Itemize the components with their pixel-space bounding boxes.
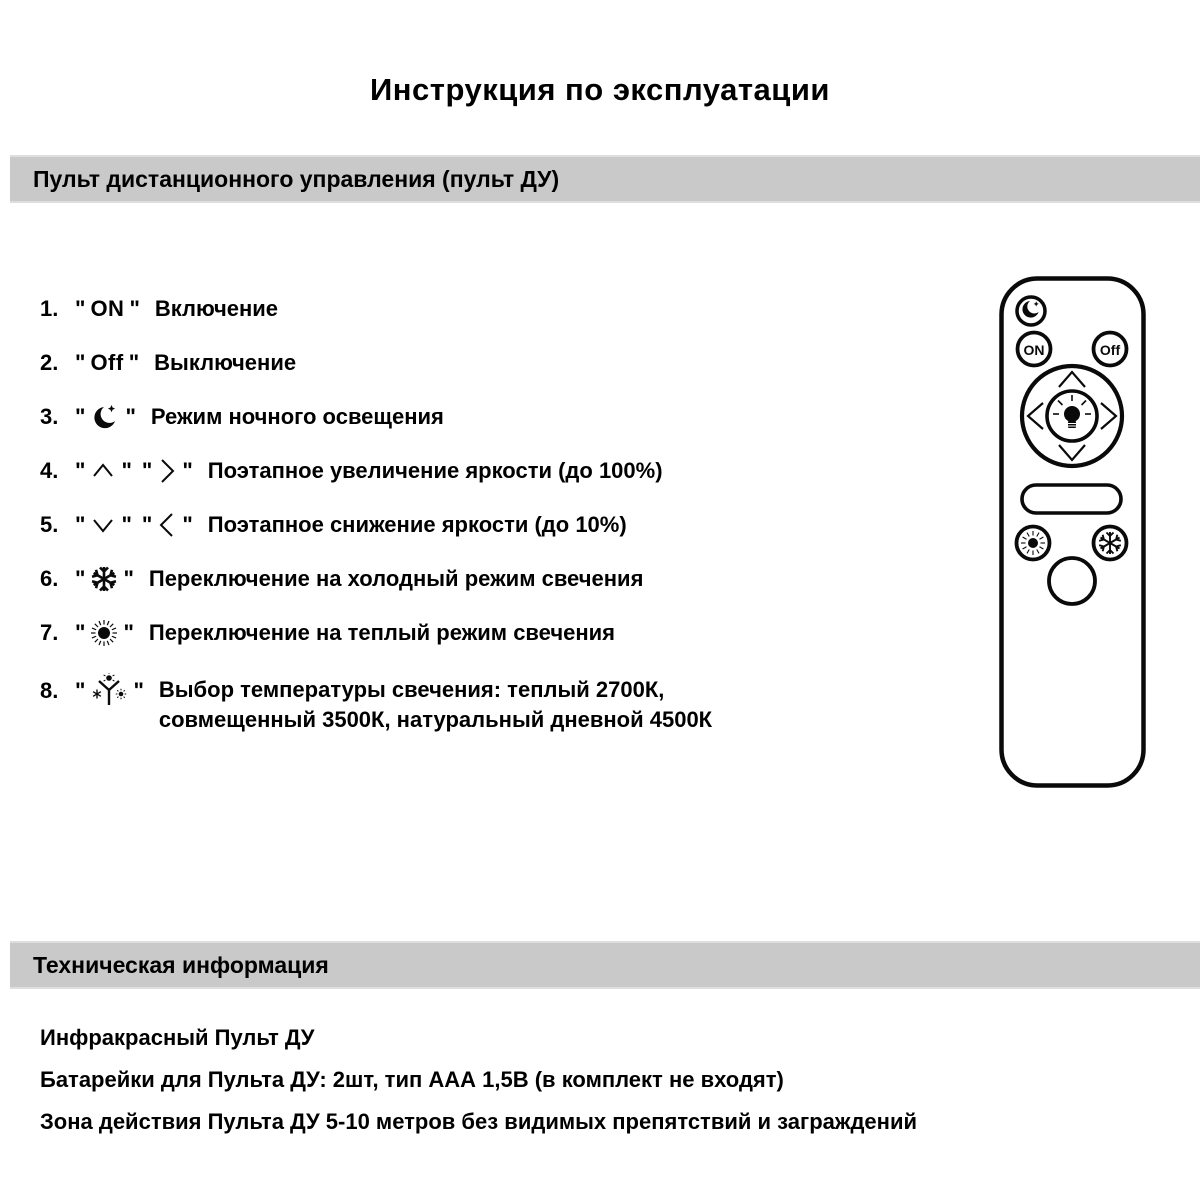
- quote-mark: ": [75, 404, 86, 429]
- chevron-left-icon: [157, 511, 177, 539]
- snowflake-icon: [90, 565, 118, 593]
- item-number: 7.: [40, 620, 59, 645]
- quote-mark: ": [121, 512, 132, 537]
- list-item: [40, 459, 970, 483]
- svg-text:Off: Off: [1099, 342, 1121, 358]
- quote-mark: ": [123, 620, 134, 645]
- item-label: Переключение на холодный режим свечения: [148, 566, 644, 591]
- item-number: 3.: [40, 404, 59, 429]
- tech-info-line: Батарейки для Пульта ДУ: 2шт, тип ААА 1,5В (в комплект не входят): [40, 1067, 784, 1092]
- on-keyword: ON: [90, 296, 125, 321]
- item-number: 1.: [40, 296, 59, 321]
- quote-mark: ": [182, 458, 193, 483]
- remote-illustration: [998, 275, 1148, 795]
- list-item: [40, 675, 970, 735]
- item-label: Режим ночного освещения: [150, 404, 444, 429]
- tech-info-line: Зона действия Пульта ДУ 5-10 метров без видимых препятствий и заграждений: [40, 1109, 918, 1134]
- section-header-tech-label: Техническая информация: [33, 951, 329, 978]
- quote-mark: ": [123, 566, 134, 591]
- section-header-remote: [10, 155, 1200, 203]
- list-item: [40, 567, 970, 591]
- chevron-up-icon: [90, 460, 116, 482]
- list-item: [40, 297, 970, 321]
- item-label: Включение: [154, 296, 279, 321]
- svg-text:ON: ON: [1023, 342, 1045, 358]
- section-header-remote-label: Пульт дистанционного управления (пульт ДУ): [33, 165, 560, 192]
- item-label: Поэтапное увеличение яркости (до 100%): [207, 458, 663, 483]
- tech-info-line: Инфракрасный Пульт ДУ: [40, 1025, 315, 1050]
- section-header-tech: [10, 941, 1200, 989]
- chevron-right-icon: [157, 457, 177, 485]
- crescent-moon-icon: [90, 403, 120, 431]
- list-item: [40, 621, 970, 645]
- quote-mark: ": [182, 512, 193, 537]
- item-label: Выключение: [154, 350, 297, 375]
- list-item: [40, 405, 970, 429]
- item-label-line2: совмещенный 3500К, натуральный дневной 4500К: [158, 707, 713, 732]
- item-number: 6.: [40, 566, 59, 591]
- item-number: 2.: [40, 350, 59, 375]
- quote-mark: ": [75, 350, 86, 375]
- sun-icon: [90, 619, 118, 647]
- list-item: [40, 513, 970, 537]
- item-number: 4.: [40, 458, 59, 483]
- quote-mark: ": [128, 350, 140, 375]
- remote-buttons-list: [40, 297, 970, 735]
- quote-mark: ": [125, 404, 136, 429]
- chevron-down-icon: [90, 514, 116, 536]
- quote-mark: ": [141, 512, 153, 537]
- temperature-select-icon: [90, 673, 128, 709]
- quote-mark: ": [75, 458, 86, 483]
- item-number: 5.: [40, 512, 59, 537]
- list-item: [40, 351, 970, 375]
- tech-info: [40, 1026, 917, 1152]
- warm-mode-button: [1017, 527, 1050, 560]
- quote-mark: ": [121, 458, 132, 483]
- quote-mark: ": [133, 678, 144, 703]
- quote-mark: ": [75, 566, 86, 591]
- quote-mark: ": [75, 512, 86, 537]
- item-label-line1: Выбор температуры свечения: теплый 2700К,: [158, 677, 665, 702]
- quote-mark: ": [75, 620, 86, 645]
- quote-mark: ": [129, 296, 140, 321]
- item-label: [159, 675, 712, 735]
- quote-mark: ": [75, 296, 86, 321]
- item-label: Поэтапное снижение яркости (до 10%): [207, 512, 627, 537]
- quote-mark: ": [75, 678, 86, 703]
- item-number: 8.: [40, 678, 59, 703]
- page-title: Инструкция по эксплуатации: [370, 72, 830, 107]
- off-keyword: Off: [90, 350, 124, 375]
- quote-mark: ": [141, 458, 153, 483]
- item-label: Переключение на теплый режим свечения: [148, 620, 616, 645]
